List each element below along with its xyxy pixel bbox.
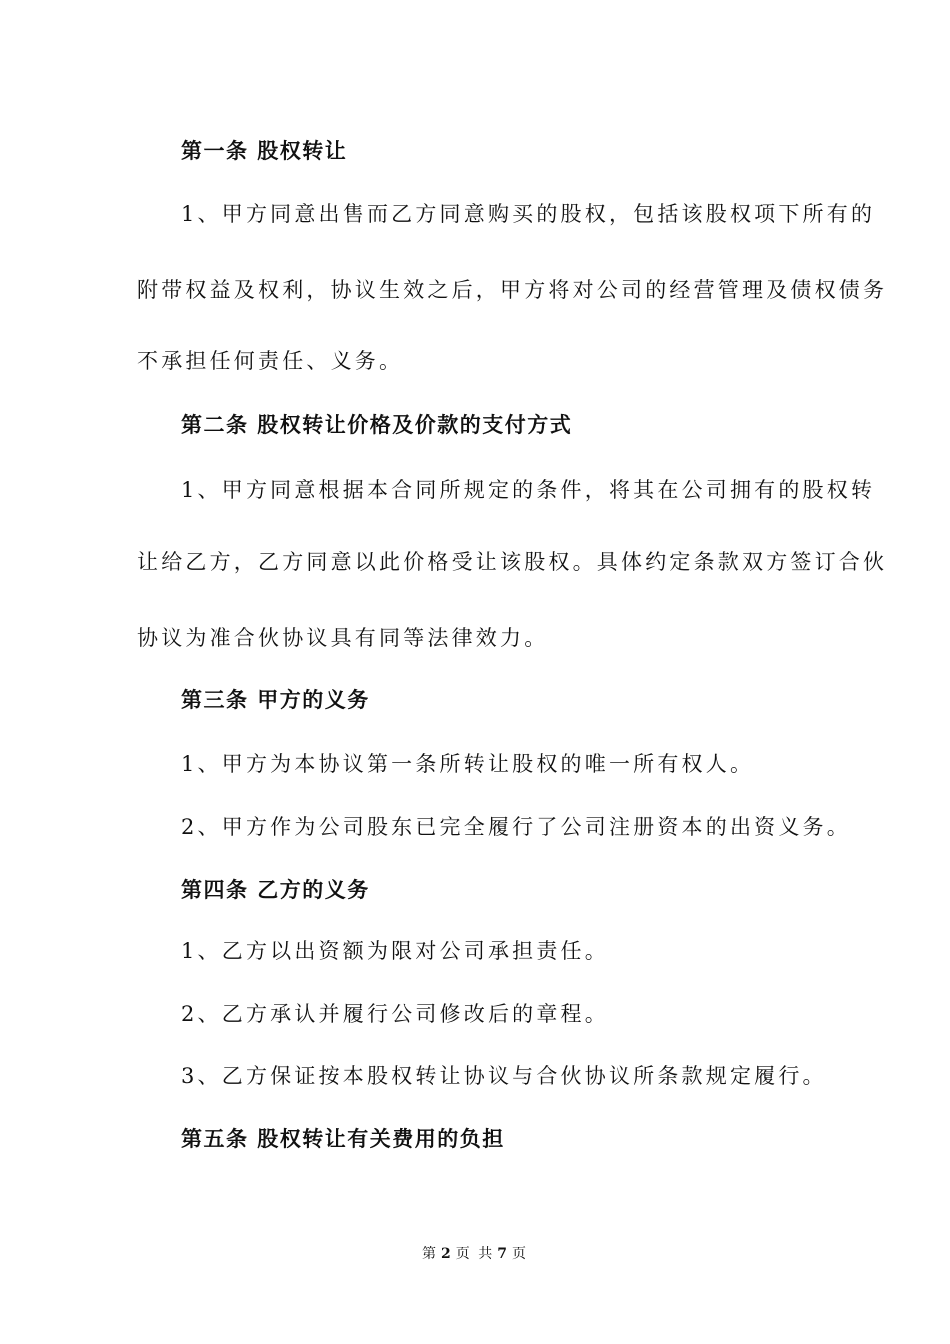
article-1-heading: 第一条 股权转让 [181,139,348,163]
article-2-heading: 第二条 股权转让价格及价款的支付方式 [181,413,573,437]
article-2-paragraph-1-line-3: 协议为准合伙协议具有同等法律效力。 [137,626,549,650]
article-2-paragraph-1-line-2: 让给乙方，乙方同意以此价格受让该股权。具体约定条款双方签订合伙 [137,550,888,574]
footer-prefix: 第 [422,1246,439,1262]
article-4-paragraph-1: 1、乙方以出资额为限对公司承担责任。 [181,939,609,963]
footer-middle: 页 共 [455,1246,495,1262]
article-1-paragraph-1-line-2: 附带权益及权利，协议生效之后，甲方将对公司的经营管理及债权债务 [137,278,888,302]
article-2-paragraph-1-line-1: 1、甲方同意根据本合同所规定的条件，将其在公司拥有的股权转 [181,478,876,502]
article-3-paragraph-1: 1、甲方为本协议第一条所转让股权的唯一所有权人。 [181,752,755,776]
article-3-paragraph-2: 2、甲方作为公司股东已完全履行了公司注册资本的出资义务。 [181,815,851,839]
article-3-heading: 第三条 甲方的义务 [181,688,370,712]
footer-suffix: 页 [511,1246,528,1262]
article-5-heading: 第五条 股权转让有关费用的负担 [181,1127,505,1151]
footer-total-pages: 7 [497,1246,509,1262]
article-4-paragraph-2: 2、乙方承认并履行公司修改后的章程。 [181,1002,609,1026]
footer-current-page: 2 [441,1246,453,1262]
page-footer [0,1243,950,1263]
article-1-paragraph-1-line-1: 1、甲方同意出售而乙方同意购买的股权，包括该股权项下所有的 [181,202,876,226]
article-1-paragraph-1-line-3: 不承担任何责任、义务。 [137,349,404,373]
article-4-paragraph-3: 3、乙方保证按本股权转让协议与合伙协议所条款规定履行。 [181,1064,827,1088]
article-4-heading: 第四条 乙方的义务 [181,878,370,902]
